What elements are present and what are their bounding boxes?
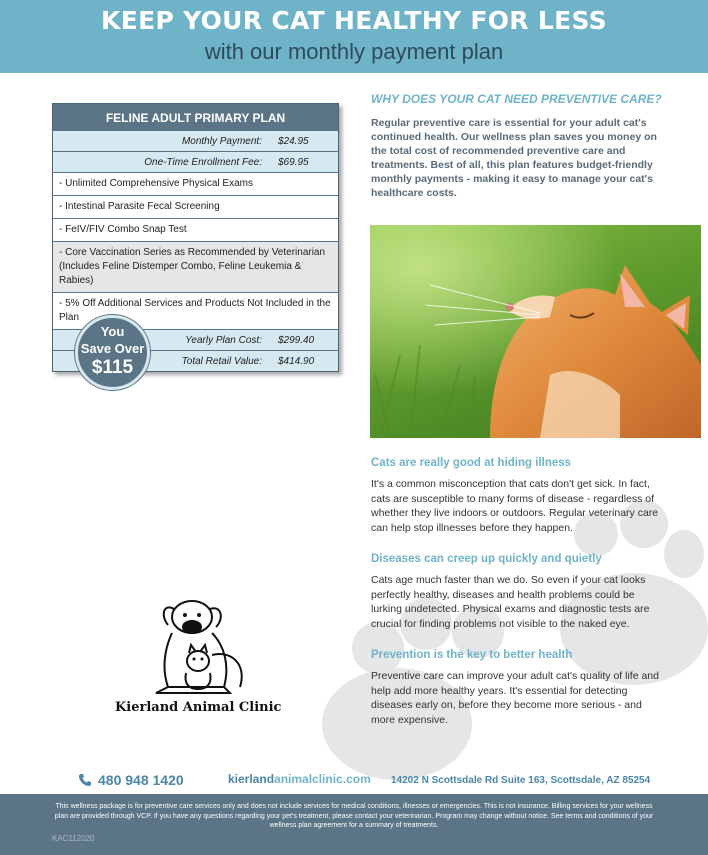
monthly-payment-label: Monthly Payment: (181, 135, 262, 147)
page-subtitle: with our monthly payment plan (204, 39, 504, 64)
website-part-2: animalclinic (274, 772, 343, 786)
enrollment-fee-value: $69.95 (278, 156, 309, 168)
enrollment-fee-row (53, 151, 338, 172)
clinic-name: Kierland Animal Clinic (115, 700, 282, 715)
plan-feature: - Unlimited Comprehensive Physical Exams (53, 172, 338, 195)
plan-feature: - 5% Off Additional Services and Products Not Included in the Plan (53, 292, 338, 329)
section-text-hiding-illness: It's a common misconception that cats don't get sick. In fact, cats are susceptible to many forms of disease - regardless of whether they live indoors or outdoors. Regular veterinary care can help stop illnesses before they happen. (371, 478, 659, 534)
section-text-diseases: Cats age much faster than we do. So even if your cat looks perfectly healthy, diseases and health problems could be lurking undetected. Physical exams and diagnostic tests are crucial for finding problems not visible to the naked eye. (371, 574, 650, 630)
plan-feature: - Intestinal Parasite Fecal Screening (53, 195, 338, 218)
website-part-3: .com (342, 772, 371, 786)
enrollment-fee-label: One-Time Enrollment Fee: (144, 156, 262, 168)
cat-photo (370, 225, 701, 438)
section-title-diseases: Diseases can creep up quickly and quietly (371, 553, 602, 565)
retail-value-label: Total Retail Value: (181, 355, 262, 367)
footer (0, 794, 708, 855)
savings-badge-amount: $115 (91, 357, 134, 378)
monthly-payment-row (53, 130, 338, 151)
page-title: KEEP YOUR CAT HEALTHY FOR LESS (101, 6, 607, 35)
plan-title: FELINE ADULT PRIMARY PLAN (53, 104, 338, 130)
clinic-address: 14202 N Scottsdale Rd Suite 163, Scottsdale, AZ 85254 (391, 775, 651, 786)
section-title-prevention: Prevention is the key to better health (371, 649, 573, 661)
yearly-cost-value: $299.40 (278, 334, 315, 346)
section-title-hiding-illness: Cats are really good at hiding illness (371, 457, 572, 469)
phone-icon (78, 773, 92, 787)
header-banner (0, 0, 708, 73)
plan-feature: - FeIV/FIV Combo Snap Test (53, 218, 338, 241)
paw-toe-decoration (664, 530, 704, 578)
phone-number: 480 948 1420 (98, 772, 184, 788)
footer-disclaimer: This wellness package is for preventive care services only and does not include services for medical conditions, illnesses or emergencies. This is not insurance. Billing services for your wellness plan are provided through VCP. If you have any questions regarding your pet's treatment, please contact your veterinarian. Program may change without notice. See terms and conditions of your wellness plan agreement for a summary of treatments. (54, 803, 654, 829)
dog-cat-logo-icon (112, 595, 282, 705)
cat-illustration (370, 225, 701, 438)
yearly-cost-label: Yearly Plan Cost: (185, 334, 262, 346)
document-code: KAC112020 (52, 834, 95, 843)
plan-feature: - Core Vaccination Series as Recommended by Veterinarian (Includes Feline Distemper Combo, Feline Leukemia & Rabies) (53, 241, 338, 292)
phone-contact[interactable] (78, 772, 184, 788)
savings-badge (75, 315, 150, 390)
retail-value-value: $414.90 (278, 355, 315, 367)
why-heading: WHY DOES YOUR CAT NEED PREVENTIVE CARE? (371, 92, 662, 106)
why-text: Regular preventive care is essential for your adult cat's continued health. Our wellness plan saves you money on the total cost of recommended preventive care and treatments. Best of all, this plan features budget-friendly monthly payments - making it easy to manage your cat's healthcare costs. (371, 117, 657, 199)
monthly-payment-value: $24.95 (278, 135, 309, 147)
website-link[interactable] (228, 772, 371, 786)
savings-badge-line1: You (100, 324, 125, 339)
savings-badge-line2: Save Over (80, 341, 145, 356)
website-part-1: kierland (228, 772, 275, 786)
section-text-prevention: Preventive care can improve your adult cat's quality of life and help add more healthy years. It's essential for detecting diseases early on, before they become more serious - and more expensive. (371, 670, 659, 726)
